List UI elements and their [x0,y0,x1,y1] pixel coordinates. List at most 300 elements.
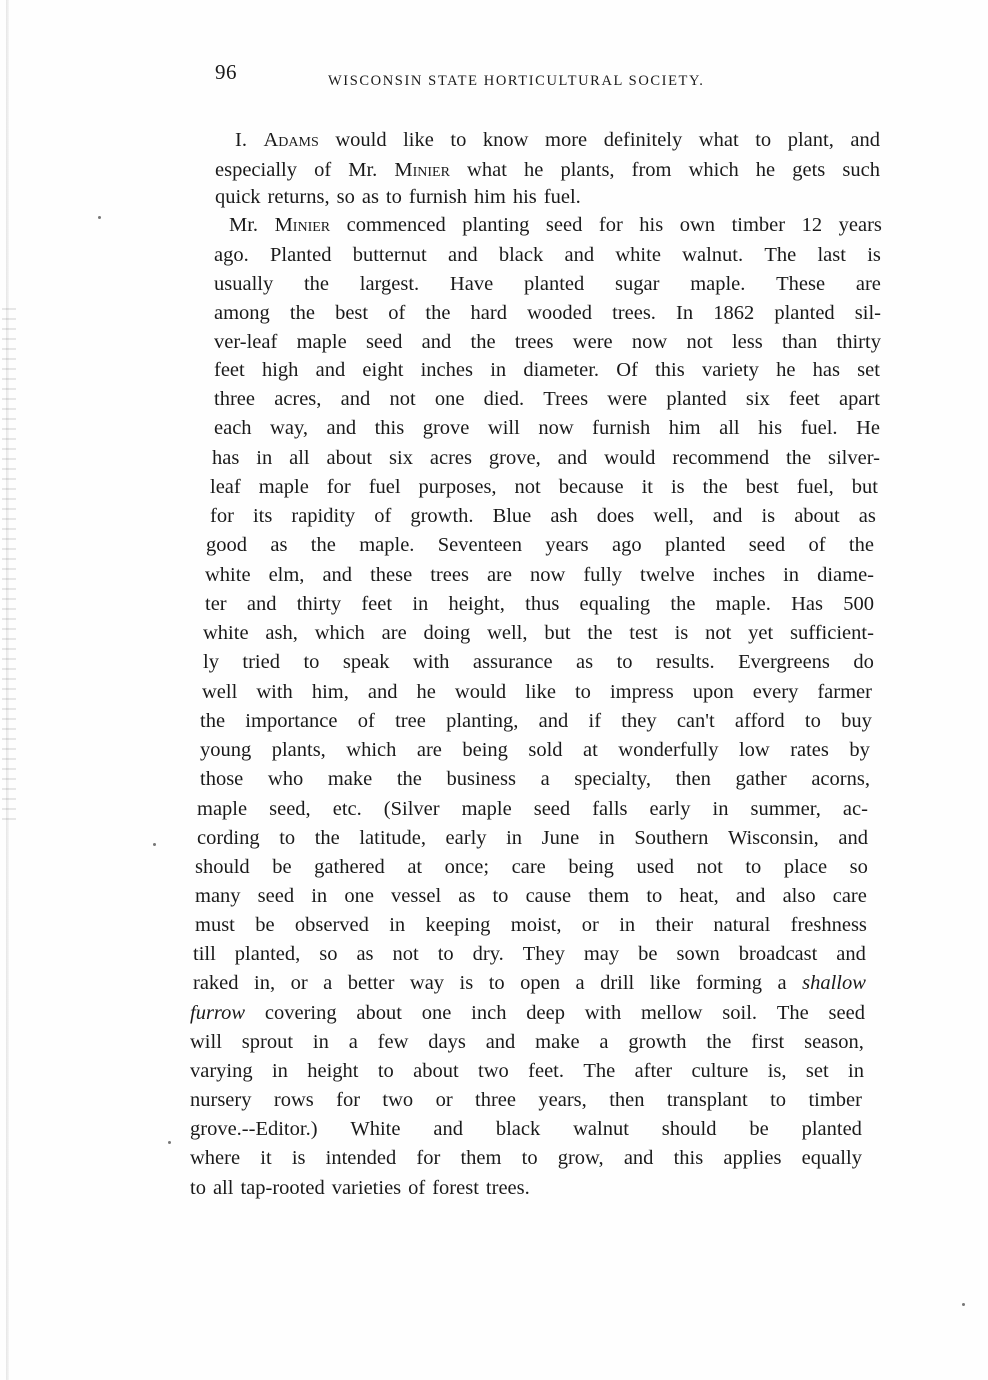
word: after [634,1060,673,1082]
word: ago. [214,244,249,266]
word: cause [525,885,572,907]
word: ac- [842,798,868,820]
word: Mr. [348,159,378,181]
word: for [336,1089,361,1111]
text-line [190,1030,864,1054]
word: plants, [271,739,326,761]
word: and [367,681,398,703]
word: Wisconsin, [727,827,819,849]
word: buy [841,710,872,732]
word: the [425,302,451,324]
word: seed [365,331,403,353]
word: he [755,159,776,181]
word: covering [264,1002,337,1024]
word: to [437,943,454,965]
word: died. [483,388,525,410]
word: Minier [274,214,331,236]
word: the [702,476,728,498]
word: in [712,798,729,820]
word: are [416,739,442,761]
word: eight [362,359,404,381]
word: to [303,651,320,673]
word: two [382,1089,414,1111]
word: also [782,885,816,907]
word: would [604,447,656,469]
word: the [706,1031,732,1053]
word: These [776,273,826,295]
word: acorns, [811,768,870,790]
word: Have [449,273,494,295]
word: early [445,827,487,849]
word: him, [311,681,349,703]
word: may [583,943,620,965]
word: two [478,1060,509,1082]
text-line [190,1146,862,1170]
word: to [492,885,509,907]
word: of [388,302,406,324]
word: last [817,244,846,266]
word: it [260,1147,272,1169]
text-line [200,738,870,762]
word: ash [550,505,578,527]
word: can't [676,710,715,732]
word: intended [325,1147,397,1169]
word: like [649,972,681,994]
word: farmer [817,681,872,703]
word: of [374,505,392,527]
word: gather [735,768,787,790]
text-line [203,621,874,645]
word: at [407,856,423,878]
word: 12 [801,214,823,236]
word: growth. [410,505,474,527]
word: is, [767,1060,787,1082]
word: among [214,302,270,324]
word: leaf [210,476,241,498]
word: and [485,1031,516,1053]
word: and [735,885,766,907]
word: would [454,681,507,703]
word: his [758,417,783,439]
word: set [857,359,880,381]
word: of [314,159,332,181]
word: trees [430,564,469,586]
word: about [413,1060,459,1082]
text-line [212,446,880,470]
word: trees [514,331,554,353]
word: etc. [332,798,362,820]
word: seed [533,798,571,820]
word: and [838,827,868,849]
word: observed [294,914,369,936]
word: and [340,388,371,410]
word: be [255,914,275,936]
word: maple [258,476,309,498]
word: height, [448,593,505,615]
word: fuel. [543,186,581,208]
word: seed [828,1002,865,1024]
word: and [538,710,569,732]
word: be [638,943,658,965]
word: White [350,1118,401,1140]
text-line [214,301,881,325]
word: is [674,622,689,644]
word: less [731,331,763,353]
word: rows [273,1089,314,1111]
word: years [545,534,589,556]
word: timber [808,1089,862,1111]
word: about [326,447,373,469]
word: timber [731,214,786,236]
word: should [661,1118,717,1140]
word: with [412,651,450,673]
word: as [270,534,288,556]
word: natural [713,914,771,936]
word: for [326,476,351,498]
word: falls [592,798,628,820]
word: in [598,827,615,849]
speck [98,216,101,219]
word: for [210,505,234,527]
text-line [190,1001,865,1025]
word: seed [748,534,786,556]
word: by [849,739,870,761]
word: latitude, [359,827,426,849]
word: wonderfully [618,739,719,761]
word: growth [628,1031,687,1053]
word: he [416,681,436,703]
word: fuel. [800,417,838,439]
word: maple [461,798,512,820]
word: afford [734,710,785,732]
word: planted [523,273,585,295]
word: recommend [672,447,770,469]
word: way, [270,417,308,439]
word: sugar [615,273,660,295]
word: of [408,1177,426,1199]
word: apart [838,388,880,410]
word: and [246,593,277,615]
word: make [327,768,373,790]
text-line [202,680,872,704]
word: set [805,1060,829,1082]
word: so [849,856,868,878]
word: not [514,476,541,498]
text-line [229,213,882,237]
word: used [636,856,675,878]
word: in [490,359,507,381]
word: as [858,505,876,527]
word: this [655,359,685,381]
word: so [319,943,338,965]
word: of [357,710,375,732]
word: six [745,388,770,410]
word: know [482,129,529,151]
word: best [745,476,779,498]
word: Adams [263,129,319,151]
word: not [686,331,713,353]
word: has [812,359,840,381]
word: broadcast [738,943,818,965]
word: be [749,1118,769,1140]
word: do [853,651,874,673]
word: these [370,564,413,586]
word: planting [462,214,530,236]
word: and [836,943,866,965]
word: silver- [828,447,880,469]
word: inch [471,1002,507,1024]
word: seed [545,214,583,236]
text-line [200,709,872,733]
word: equally [801,1147,862,1169]
word: moist, [510,914,562,936]
word: ly [203,651,219,673]
word: at [583,739,598,761]
word: six [389,447,413,469]
text-line [235,128,880,152]
text-line [214,416,880,440]
text-line [195,913,867,937]
word: gathered [314,856,385,878]
text-line [214,243,881,267]
word: fuel, [796,476,834,498]
word: in [311,885,328,907]
word: till [193,943,216,965]
word: a [540,768,550,790]
word: maple [197,798,248,820]
word: Mr. [229,214,259,236]
word: ash, [265,622,298,644]
word: Has [791,593,823,615]
word: usually [214,273,274,295]
word: which [314,622,365,644]
word: Seventeen [437,534,523,556]
word: sprout [241,1031,294,1053]
word: to [488,972,505,994]
word: I. [235,129,247,151]
word: fully [583,564,623,586]
word: a [575,972,585,994]
word: open [520,972,560,994]
word: to [616,651,633,673]
text-line [210,475,878,499]
word: maple. [715,593,771,615]
word: were [607,388,648,410]
word: which [346,739,397,761]
word: The [776,1002,809,1024]
word: results. [655,651,715,673]
word: the [200,710,226,732]
word: for [598,214,623,236]
word: They [522,943,565,965]
word: in, [254,972,276,994]
word: planted, [234,943,301,965]
word: in [619,914,636,936]
word: the [587,622,613,644]
word: has [212,447,240,469]
word: were [572,331,613,353]
word: maple. [690,273,746,295]
word: and [315,359,346,381]
word: raked [193,972,239,994]
word: a [348,1031,358,1053]
word: maple [296,331,347,353]
word: he [524,159,544,181]
word: like [525,681,556,703]
word: ter [205,593,227,615]
word: should [195,856,250,878]
word: (Silver [383,798,440,820]
word: trees. [485,1177,530,1199]
word: the [470,331,496,353]
word: in [848,1060,864,1082]
word: way [409,972,445,994]
word: and [433,1118,463,1140]
word: diameter. [523,359,600,381]
word: Trees [543,388,589,410]
word: like [403,129,434,151]
word: purposes, [418,476,497,498]
text-line [200,767,870,791]
word: feet [214,359,245,381]
word: the [396,768,422,790]
word: all [212,1177,234,1199]
word: in [506,827,523,849]
word: being [568,856,614,878]
word: transplant [666,1089,748,1111]
word: planted [774,302,835,324]
text-line [210,504,876,528]
word: then [609,1089,645,1111]
word: and [712,505,743,527]
word: feet. [528,1060,564,1082]
word: years, [538,1089,587,1111]
word: what [698,129,739,151]
word: the [289,302,315,324]
word: planting, [446,710,519,732]
word: forming [695,972,763,994]
word: high [261,359,299,381]
word: a [599,1031,609,1053]
word: especially [215,159,297,181]
word: cording [197,827,260,849]
word: freshness [790,914,867,936]
word: to [646,885,663,907]
text-line [195,855,868,879]
word: one [434,388,465,410]
word: in [783,564,800,586]
word: thirty [836,331,881,353]
word: to [804,710,821,732]
word: not [696,856,723,878]
word: in [412,593,429,615]
word: speak [342,651,390,673]
word: being [462,739,508,761]
word: 1862 [713,302,755,324]
word: well [202,681,238,703]
word: sold [528,739,563,761]
text-line [205,563,874,587]
word: fuel [368,476,401,498]
text-line [215,185,581,209]
word: importance [245,710,338,732]
word: rates [790,739,829,761]
word: make [535,1031,580,1053]
word: Of [616,359,638,381]
text-line [214,358,880,382]
word: grove [422,417,470,439]
word: the [303,273,330,295]
word: than [781,331,818,353]
word: not [392,943,419,965]
word: plants, [560,159,615,181]
word: those [200,768,244,790]
word: season, [804,1031,864,1053]
word: for [416,1147,441,1169]
word: be [272,856,292,878]
word: soil. [722,1002,758,1024]
word: so [336,186,355,208]
word: seed [257,885,295,907]
text-line [197,826,868,850]
word: now [538,417,574,439]
word: varieties [331,1177,402,1199]
text-line [195,884,867,908]
word: tried [242,651,280,673]
word: sufficient- [790,622,874,644]
word: gets [792,159,826,181]
word: few [377,1031,409,1053]
word: in [389,914,406,936]
word: them [588,885,630,907]
word: where [190,1147,241,1169]
word: because [558,476,624,498]
word: varying [190,1060,253,1082]
word: sil- [854,302,881,324]
word: now [529,564,566,586]
word: Minier [394,159,450,181]
word: walnut. [682,244,744,266]
word: furnish [592,417,651,439]
word: wooded [527,302,592,324]
word: his [512,186,537,208]
text-line [190,1088,862,1112]
word: ver-leaf [214,331,278,353]
word: Evergreens [738,651,830,673]
word: and [326,417,357,439]
word: or [581,914,599,936]
word: does [596,505,635,527]
word: hard [470,302,507,324]
word: now [631,331,668,353]
word: he [776,359,796,381]
word: Planted [269,244,332,266]
word: in [271,1060,288,1082]
word: grove, [488,447,541,469]
word: Blue [492,505,532,527]
word: their [655,914,694,936]
word: a [777,972,787,994]
word: his [639,214,664,236]
word: or [290,972,308,994]
word: if [588,710,602,732]
word: height [307,1060,359,1082]
word: tree [395,710,426,732]
word: rapidity [291,505,356,527]
word: well, [653,505,694,527]
word: one [344,885,374,907]
word: will [190,1031,222,1053]
